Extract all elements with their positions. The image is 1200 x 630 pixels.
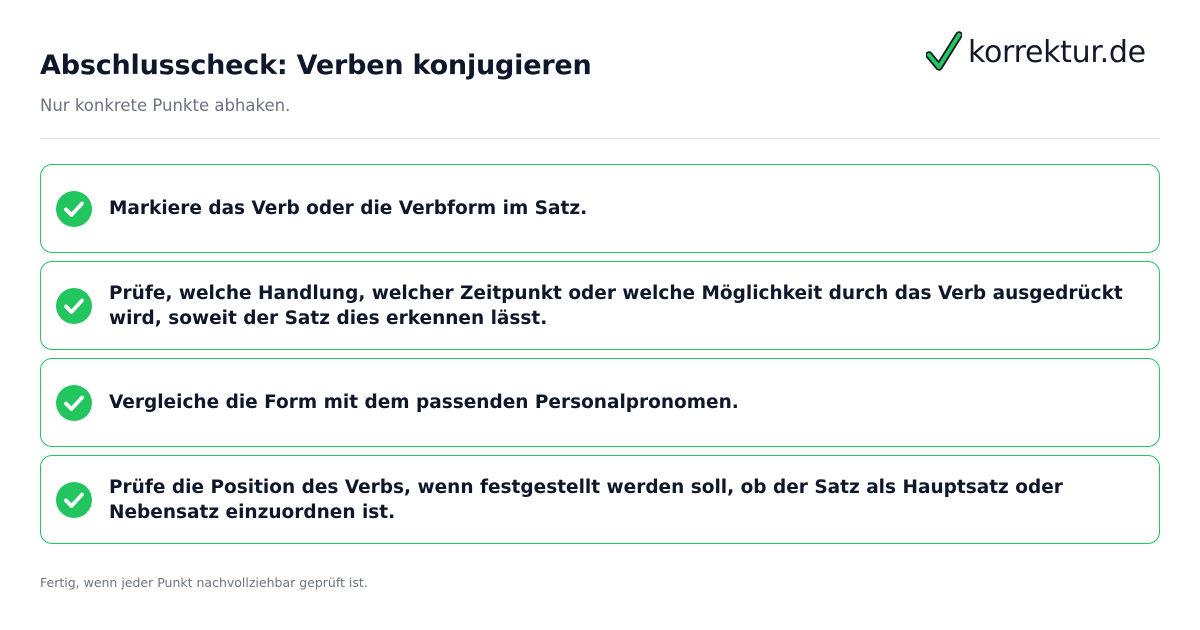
page-subtitle: Nur konkrete Punkte abhaken. <box>40 96 291 115</box>
footer-note: Fertig, wenn jeder Punkt nachvollziehbar geprüft ist. <box>40 575 368 590</box>
checklist-item-text: Vergleiche die Form mit dem passenden Personalpronomen. <box>109 392 739 413</box>
check-circle-icon <box>56 191 92 227</box>
checklist <box>40 164 1160 552</box>
checkmark-icon <box>926 31 962 73</box>
checklist-item-text: Prüfe, welche Handlung, welcher Zeitpunkt oder welche Möglichkeit durch das Verb ausgedrückt wird, soweit der Satz dies erkennen lässt. <box>109 282 1123 329</box>
check-circle-icon <box>56 288 92 324</box>
check-circle-icon <box>56 482 92 518</box>
logo-text: korrektur.de <box>968 34 1146 70</box>
checklist-item[interactable] <box>40 358 1160 447</box>
checklist-item[interactable] <box>40 261 1160 350</box>
page-title: Abschlusscheck: Verben konjugieren <box>40 50 592 81</box>
checklist-item[interactable] <box>40 164 1160 253</box>
checklist-item[interactable] <box>40 455 1160 544</box>
check-circle-icon <box>56 385 92 421</box>
checklist-item-text: Prüfe die Position des Verbs, wenn festgestellt werden soll, ob der Satz als Hauptsatz oder Nebensatz einzuordnen ist. <box>109 476 1063 523</box>
checklist-item-text: Markiere das Verb oder die Verbform im Satz. <box>109 198 588 219</box>
brand-logo <box>926 30 1146 74</box>
header-divider <box>40 138 1160 139</box>
